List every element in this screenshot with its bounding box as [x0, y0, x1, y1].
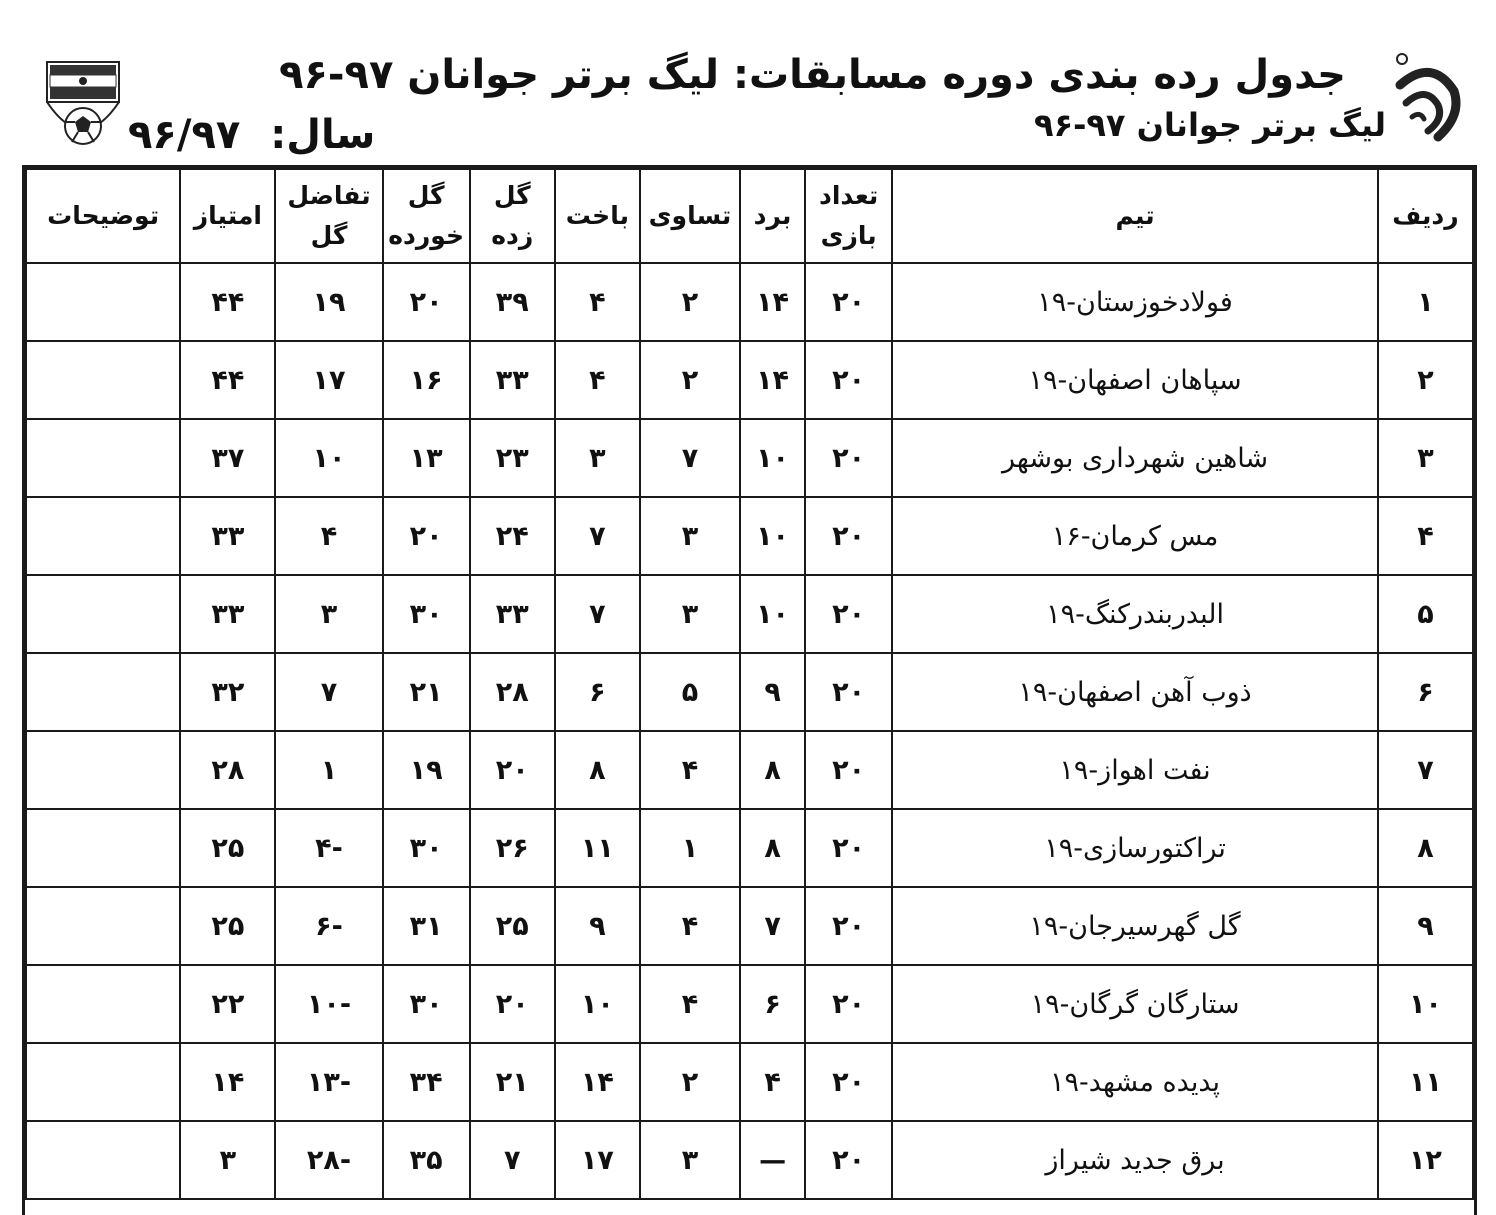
cell-loss: ۴ — [555, 263, 640, 341]
cell-team: نفت اهواز-۱۹ — [892, 731, 1378, 809]
cell-team: گل گهرسیرجان-۱۹ — [892, 887, 1378, 965]
cell-win: ۱۰ — [740, 497, 805, 575]
col-goals-against: گل خورده — [383, 169, 470, 263]
cell-ga: ۱۳ — [383, 419, 470, 497]
cell-ga: ۱۹ — [383, 731, 470, 809]
cell-played: ۲۰ — [805, 1121, 892, 1199]
table-row — [26, 341, 1473, 419]
cell-played: ۲۰ — [805, 731, 892, 809]
cell-win: ۶ — [740, 965, 805, 1043]
cell-team: پدیده مشهد-۱۹ — [892, 1043, 1378, 1121]
cell-ga: ۳۱ — [383, 887, 470, 965]
cell-gd: ۱۹ — [275, 263, 382, 341]
cell-rank: ۲ — [1378, 341, 1473, 419]
cell-team: فولادخوزستان-۱۹ — [892, 263, 1378, 341]
cell-loss: ۱۴ — [555, 1043, 640, 1121]
cell-ga: ۳۰ — [383, 809, 470, 887]
cell-team: برق جدید شیراز — [892, 1121, 1378, 1199]
cell-played: ۲۰ — [805, 965, 892, 1043]
page-title: جدول رده بندی دوره مسابقات: لیگ برتر جوانان ۹۷-۹۶ — [279, 52, 1346, 98]
cell-draw: ۲ — [640, 341, 740, 419]
table-row — [26, 419, 1473, 497]
cell-team: شاهین شهرداری بوشهر — [892, 419, 1378, 497]
cell-draw: ۴ — [640, 731, 740, 809]
cell-gd: ۱ — [275, 731, 382, 809]
table-row — [26, 1121, 1473, 1199]
cell-notes — [26, 497, 180, 575]
cell-rank: ۱۱ — [1378, 1043, 1473, 1121]
table-row — [26, 887, 1473, 965]
cell-ga: ۱۶ — [383, 341, 470, 419]
season-year-value: ۹۶/۹۷ — [128, 112, 241, 158]
cell-win: ۱۰ — [740, 419, 805, 497]
cell-played: ۲۰ — [805, 653, 892, 731]
cell-rank: ۴ — [1378, 497, 1473, 575]
cell-pts: ۴۴ — [180, 263, 275, 341]
cell-rank: ۱۰ — [1378, 965, 1473, 1043]
cell-played: ۲۰ — [805, 809, 892, 887]
cell-win: ۸ — [740, 809, 805, 887]
cell-pts: ۳ — [180, 1121, 275, 1199]
table-row — [26, 731, 1473, 809]
cell-notes — [26, 731, 180, 809]
cell-pts: ۳۳ — [180, 575, 275, 653]
page-subtitle: لیگ برتر جوانان ۹۷-۹۶ — [1034, 106, 1386, 144]
cell-notes — [26, 575, 180, 653]
table-row — [26, 809, 1473, 887]
cell-pts: ۲۲ — [180, 965, 275, 1043]
cell-win: ۸ — [740, 731, 805, 809]
table-row — [26, 263, 1473, 341]
cell-gf: ۲۰ — [470, 731, 555, 809]
cell-gd: ۳ — [275, 575, 382, 653]
cell-gf: ۳۳ — [470, 341, 555, 419]
cell-ga: ۳۵ — [383, 1121, 470, 1199]
cell-notes — [26, 965, 180, 1043]
cell-draw: ۴ — [640, 887, 740, 965]
cell-draw: ۴ — [640, 965, 740, 1043]
cell-team: سپاهان اصفهان-۱۹ — [892, 341, 1378, 419]
cell-ga: ۲۰ — [383, 263, 470, 341]
cell-ga: ۳۰ — [383, 575, 470, 653]
cell-ga: ۲۰ — [383, 497, 470, 575]
cell-played: ۲۰ — [805, 341, 892, 419]
cell-rank: ۱۲ — [1378, 1121, 1473, 1199]
cell-notes — [26, 263, 180, 341]
cell-pts: ۱۴ — [180, 1043, 275, 1121]
cell-loss: ۱۷ — [555, 1121, 640, 1199]
table-row — [26, 575, 1473, 653]
cell-played: ۲۰ — [805, 497, 892, 575]
cell-pts: ۲۸ — [180, 731, 275, 809]
football-federation-logo — [44, 60, 122, 152]
cell-gf: ۲۵ — [470, 887, 555, 965]
cell-gf: ۲۱ — [470, 1043, 555, 1121]
cell-notes — [26, 1043, 180, 1121]
col-loss: باخت — [555, 169, 640, 263]
cell-gd: -۱۳ — [275, 1043, 382, 1121]
cell-notes — [26, 419, 180, 497]
cell-notes — [26, 341, 180, 419]
cell-rank: ۱ — [1378, 263, 1473, 341]
cell-win: — — [740, 1121, 805, 1199]
cell-gd: -۴ — [275, 809, 382, 887]
cell-rank: ۶ — [1378, 653, 1473, 731]
cell-ga: ۳۰ — [383, 965, 470, 1043]
cell-rank: ۷ — [1378, 731, 1473, 809]
cell-draw: ۲ — [640, 1043, 740, 1121]
cell-played: ۲۰ — [805, 263, 892, 341]
cell-rank: ۳ — [1378, 419, 1473, 497]
col-win: برد — [740, 169, 805, 263]
cell-ga: ۳۴ — [383, 1043, 470, 1121]
cell-gd: ۱۰ — [275, 419, 382, 497]
cell-loss: ۷ — [555, 575, 640, 653]
cell-gf: ۲۶ — [470, 809, 555, 887]
cell-draw: ۵ — [640, 653, 740, 731]
cell-team: البدربندرکنگ-۱۹ — [892, 575, 1378, 653]
cell-draw: ۳ — [640, 497, 740, 575]
cell-played: ۲۰ — [805, 887, 892, 965]
col-notes: توضیحات — [26, 169, 180, 263]
table-row — [26, 965, 1473, 1043]
cell-notes — [26, 809, 180, 887]
cell-pts: ۳۲ — [180, 653, 275, 731]
col-draw: تساوی — [640, 169, 740, 263]
col-rank: ردیف — [1378, 169, 1473, 263]
cell-loss: ۱۰ — [555, 965, 640, 1043]
cell-gf: ۲۳ — [470, 419, 555, 497]
cell-ga: ۲۱ — [383, 653, 470, 731]
table-row — [26, 653, 1473, 731]
season-year — [128, 112, 375, 158]
cell-played: ۲۰ — [805, 1043, 892, 1121]
cell-loss: ۱۱ — [555, 809, 640, 887]
cell-draw: ۷ — [640, 419, 740, 497]
col-goal-difference: تفاضل گل — [275, 169, 382, 263]
cell-gd: ۴ — [275, 497, 382, 575]
cell-notes — [26, 887, 180, 965]
header-row — [26, 169, 1473, 263]
table-row — [26, 497, 1473, 575]
cell-draw: ۲ — [640, 263, 740, 341]
cell-loss: ۴ — [555, 341, 640, 419]
cell-gf: ۳۹ — [470, 263, 555, 341]
cell-win: ۱۴ — [740, 341, 805, 419]
cell-team: مس کرمان-۱۶ — [892, 497, 1378, 575]
cell-gd: ۱۷ — [275, 341, 382, 419]
col-played: تعداد بازی — [805, 169, 892, 263]
cell-loss: ۶ — [555, 653, 640, 731]
cell-win: ۱۴ — [740, 263, 805, 341]
cell-rank: ۵ — [1378, 575, 1473, 653]
cell-played: ۲۰ — [805, 419, 892, 497]
season-year-label: سال: — [270, 112, 376, 158]
standings-table — [22, 165, 1477, 1215]
iran-football-league-organization-logo — [1392, 45, 1464, 153]
cell-pts: ۴۴ — [180, 341, 275, 419]
cell-gf: ۲۰ — [470, 965, 555, 1043]
cell-pts: ۳۷ — [180, 419, 275, 497]
cell-notes — [26, 653, 180, 731]
cell-gd: ۷ — [275, 653, 382, 731]
cell-gf: ۳۳ — [470, 575, 555, 653]
cell-win: ۹ — [740, 653, 805, 731]
cell-team: ستارگان گرگان-۱۹ — [892, 965, 1378, 1043]
cell-rank: ۸ — [1378, 809, 1473, 887]
cell-win: ۱۰ — [740, 575, 805, 653]
cell-rank: ۹ — [1378, 887, 1473, 965]
cell-loss: ۹ — [555, 887, 640, 965]
cell-loss: ۳ — [555, 419, 640, 497]
cell-win: ۴ — [740, 1043, 805, 1121]
cell-pts: ۲۵ — [180, 887, 275, 965]
cell-gf: ۷ — [470, 1121, 555, 1199]
cell-gf: ۲۴ — [470, 497, 555, 575]
cell-gd: -۱۰ — [275, 965, 382, 1043]
table-row — [26, 1043, 1473, 1121]
cell-gf: ۲۸ — [470, 653, 555, 731]
cell-draw: ۳ — [640, 1121, 740, 1199]
cell-gd: -۲۸ — [275, 1121, 382, 1199]
col-team: تیم — [892, 169, 1378, 263]
cell-loss: ۸ — [555, 731, 640, 809]
col-points: امتیاز — [180, 169, 275, 263]
cell-pts: ۳۳ — [180, 497, 275, 575]
cell-played: ۲۰ — [805, 575, 892, 653]
cell-loss: ۷ — [555, 497, 640, 575]
cell-gd: -۶ — [275, 887, 382, 965]
cell-team: تراکتورسازی-۱۹ — [892, 809, 1378, 887]
cell-draw: ۳ — [640, 575, 740, 653]
cell-draw: ۱ — [640, 809, 740, 887]
cell-team: ذوب آهن اصفهان-۱۹ — [892, 653, 1378, 731]
cell-win: ۷ — [740, 887, 805, 965]
col-goals-for: گل زده — [470, 169, 555, 263]
cell-pts: ۲۵ — [180, 809, 275, 887]
cell-notes — [26, 1121, 180, 1199]
